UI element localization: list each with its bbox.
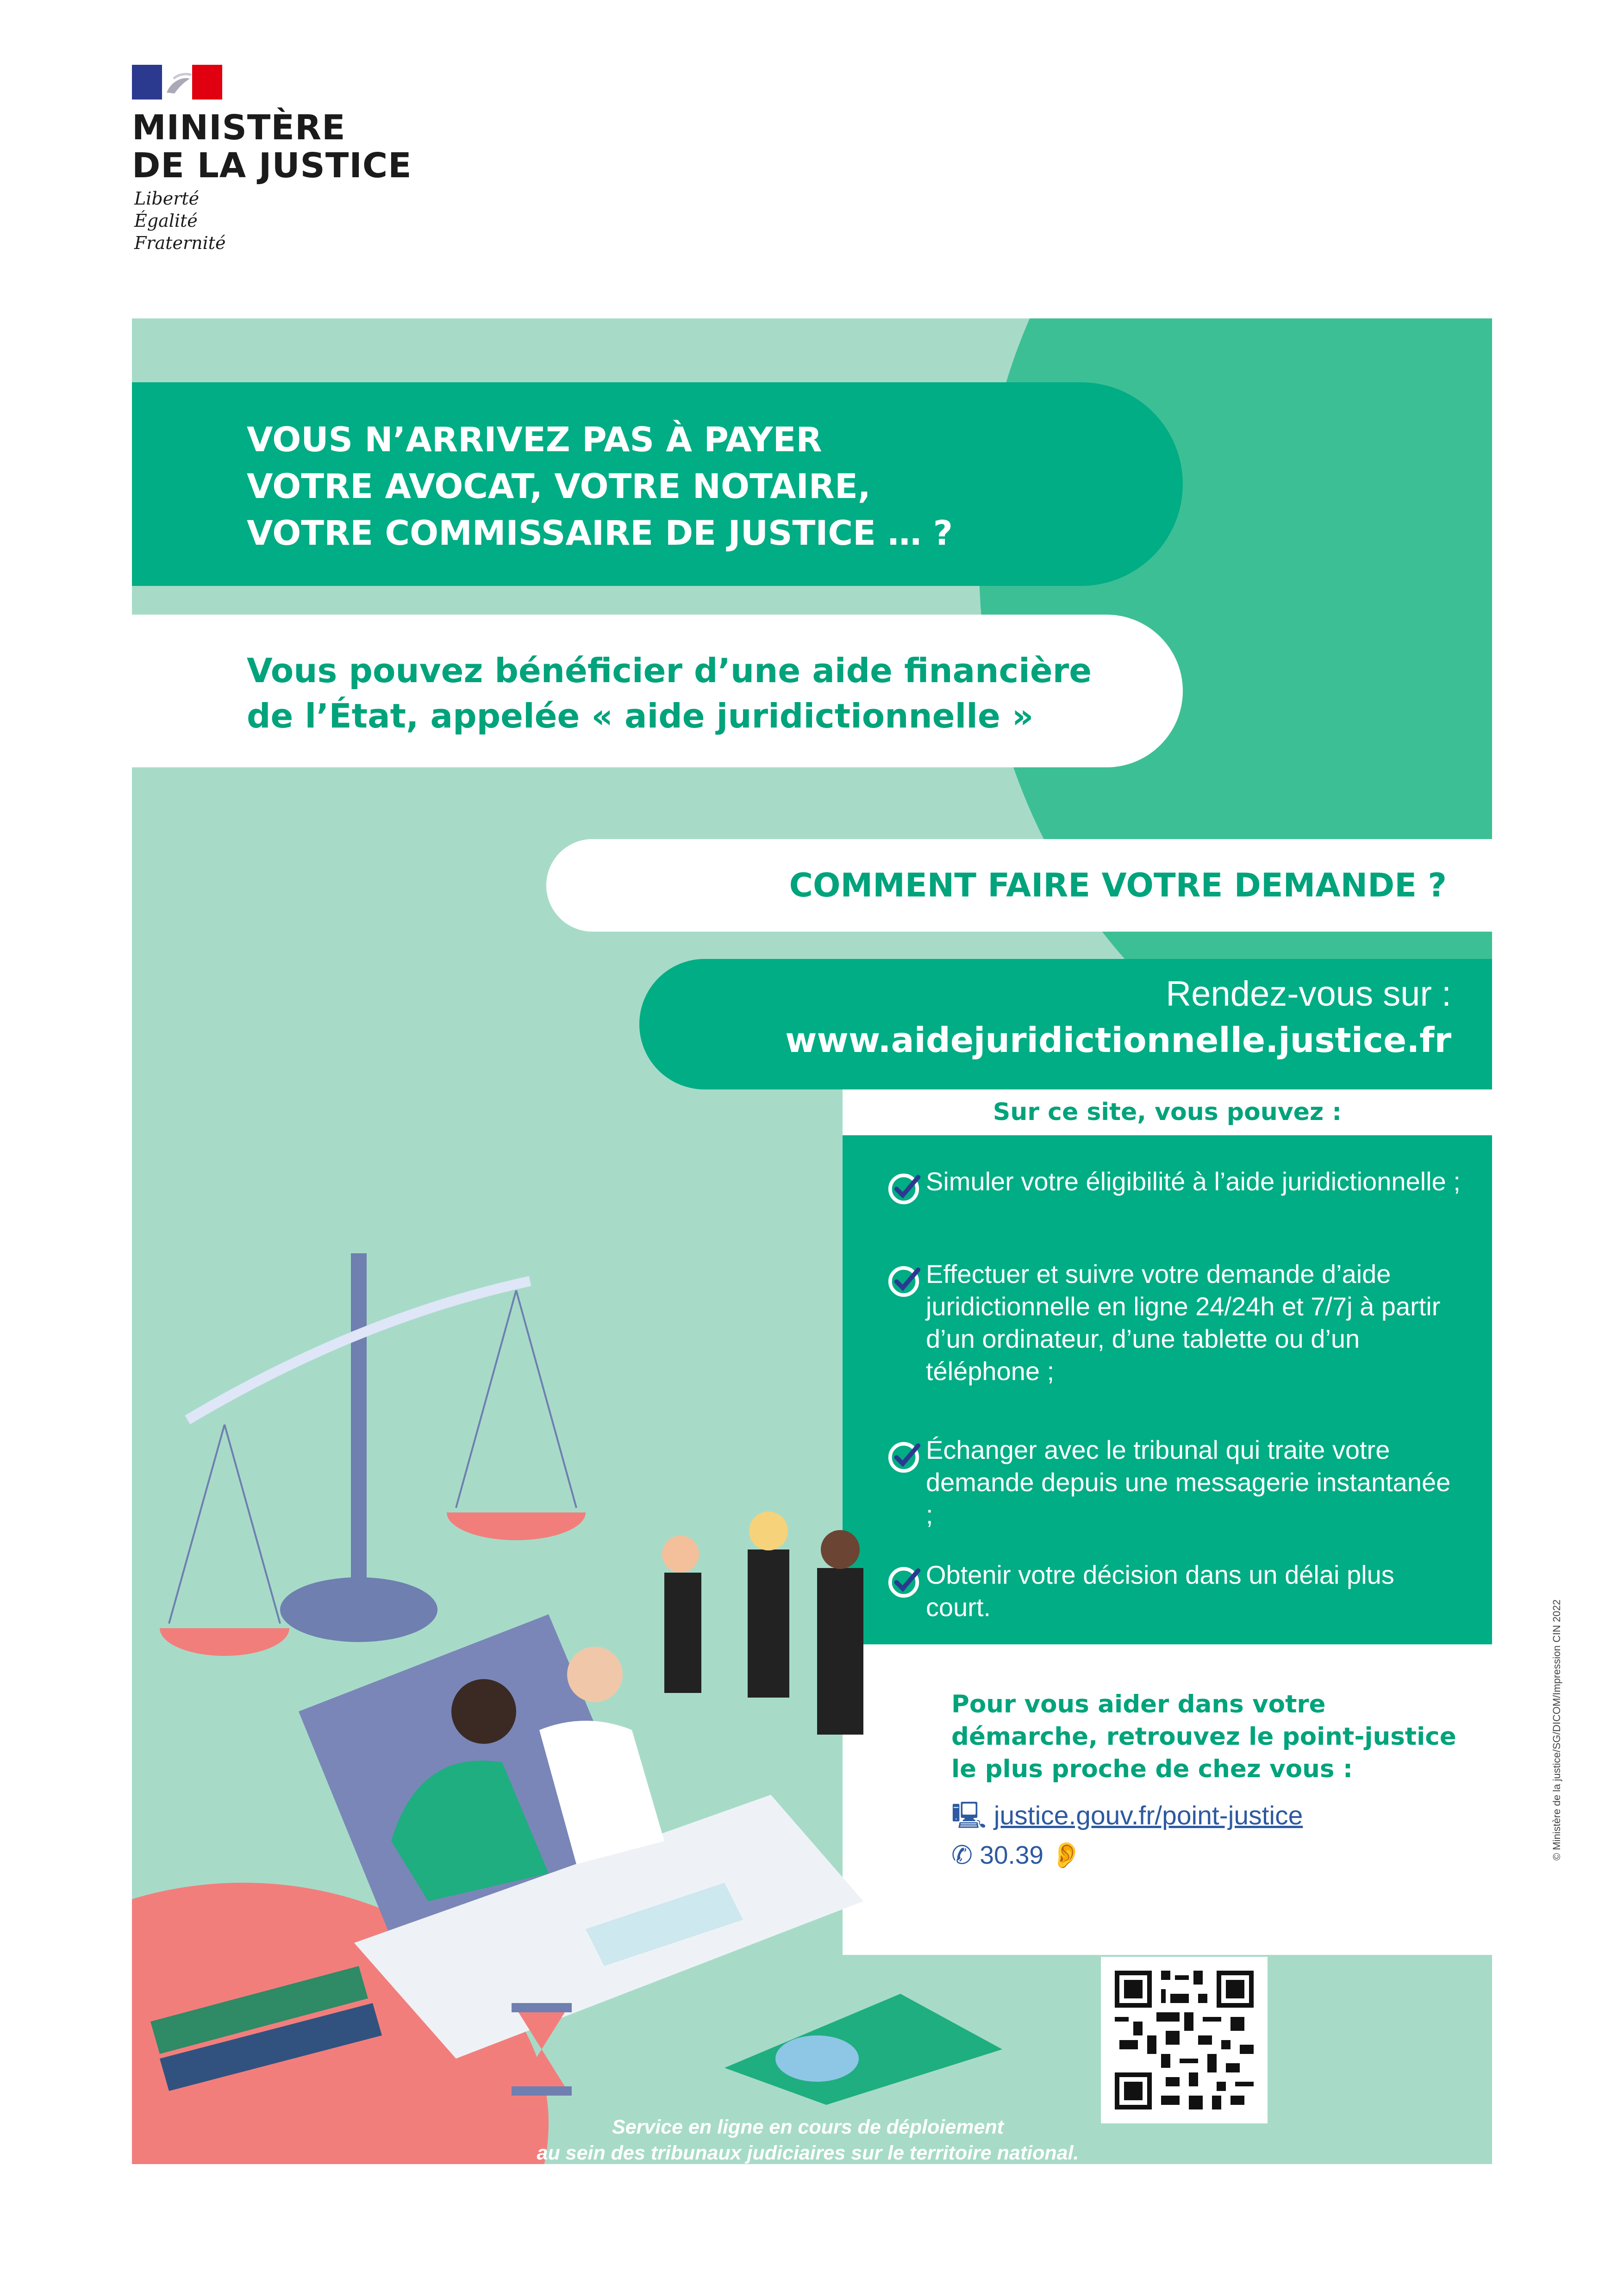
website-url-link[interactable]: www.aidejuridictionnelle.justice.fr — [785, 1020, 1451, 1060]
point-justice-link-row[interactable] — [951, 1797, 1479, 1834]
phone-icon: ✆ — [951, 1841, 980, 1869]
motto-line: Fraternité — [134, 233, 226, 253]
ear-icon: 👂 — [1043, 1841, 1082, 1869]
ministry-name — [132, 109, 412, 185]
service-footnote — [391, 2114, 1224, 2164]
point-justice-link[interactable]: justice.gouv.fr/point-justice — [993, 1801, 1303, 1830]
feature-item: Obtenir votre décision dans un délai plus court. — [926, 1560, 1394, 1622]
headline-line: VOTRE COMMISSAIRE DE JUSTICE … ? — [247, 514, 953, 553]
footnote-line: au sein des tribunaux judiciaires sur le territoire national. — [537, 2142, 1079, 2164]
feature-item: Échanger avec le tribunal qui traite votre demande depuis une messagerie instantanée ; — [926, 1435, 1451, 1529]
marianne-flag-logo — [132, 65, 222, 100]
motto-line: Liberté — [134, 188, 200, 209]
ministry-line: DE LA JUSTICE — [132, 146, 412, 186]
books-stack-icon — [150, 1966, 382, 2091]
motto-line: Égalité — [134, 211, 198, 231]
republic-motto — [134, 187, 226, 254]
answer-line: Vous pouvez bénéficier d’une aide financière — [247, 651, 1092, 690]
help-text: Pour vous aider dans votre démarche, retrouvez le point-justice le plus proche de chez vous : — [951, 1690, 1456, 1783]
feature-item: Simuler votre éligibilité à l’aide juridictionnelle ; — [926, 1167, 1461, 1196]
answer-line: de l’État, appelée « aide juridictionnelle » — [247, 697, 1034, 735]
how-to-heading: COMMENT FAIRE VOTRE DEMANDE ? — [789, 866, 1447, 904]
headline-line: VOUS N’ARRIVEZ PAS À PAYER — [247, 420, 822, 460]
poster-panel — [132, 318, 1492, 2164]
feature-item: Effectuer et suivre votre demande d’aide juridictionnelle en ligne 24/24h et 7/7j à partir d’un ordinateur, d’une tablette ou d’un téléphone ; — [926, 1259, 1441, 1386]
phone-number[interactable]: 30.39 — [980, 1841, 1044, 1869]
footnote-line: Service en ligne en cours de déploiement — [612, 2116, 1004, 2138]
website-label: Rendez-vous sur : — [1166, 974, 1451, 1014]
headline-question — [247, 417, 1149, 557]
clipboard-icon — [725, 1994, 1002, 2105]
site-features-lead: Sur ce site, vous pouvez : — [993, 1098, 1342, 1126]
ministry-line: MINISTÈRE — [132, 108, 346, 148]
qr-code-icon — [1101, 1957, 1268, 2123]
answer-text — [247, 648, 1149, 739]
qr-code[interactable] — [1101, 1957, 1268, 2123]
computer-icon: 🖳 — [951, 1801, 994, 1830]
headline-line: VOTRE AVOCAT, VOTRE NOTAIRE, — [247, 467, 871, 506]
phone-row — [951, 1836, 1479, 1873]
scales-of-justice-icon — [160, 1253, 586, 1656]
justice-illustration — [132, 1179, 1012, 2105]
print-credit: © Ministère de la justice/SG/DICOM/Impression CIN 2022 — [1551, 1599, 1562, 1860]
